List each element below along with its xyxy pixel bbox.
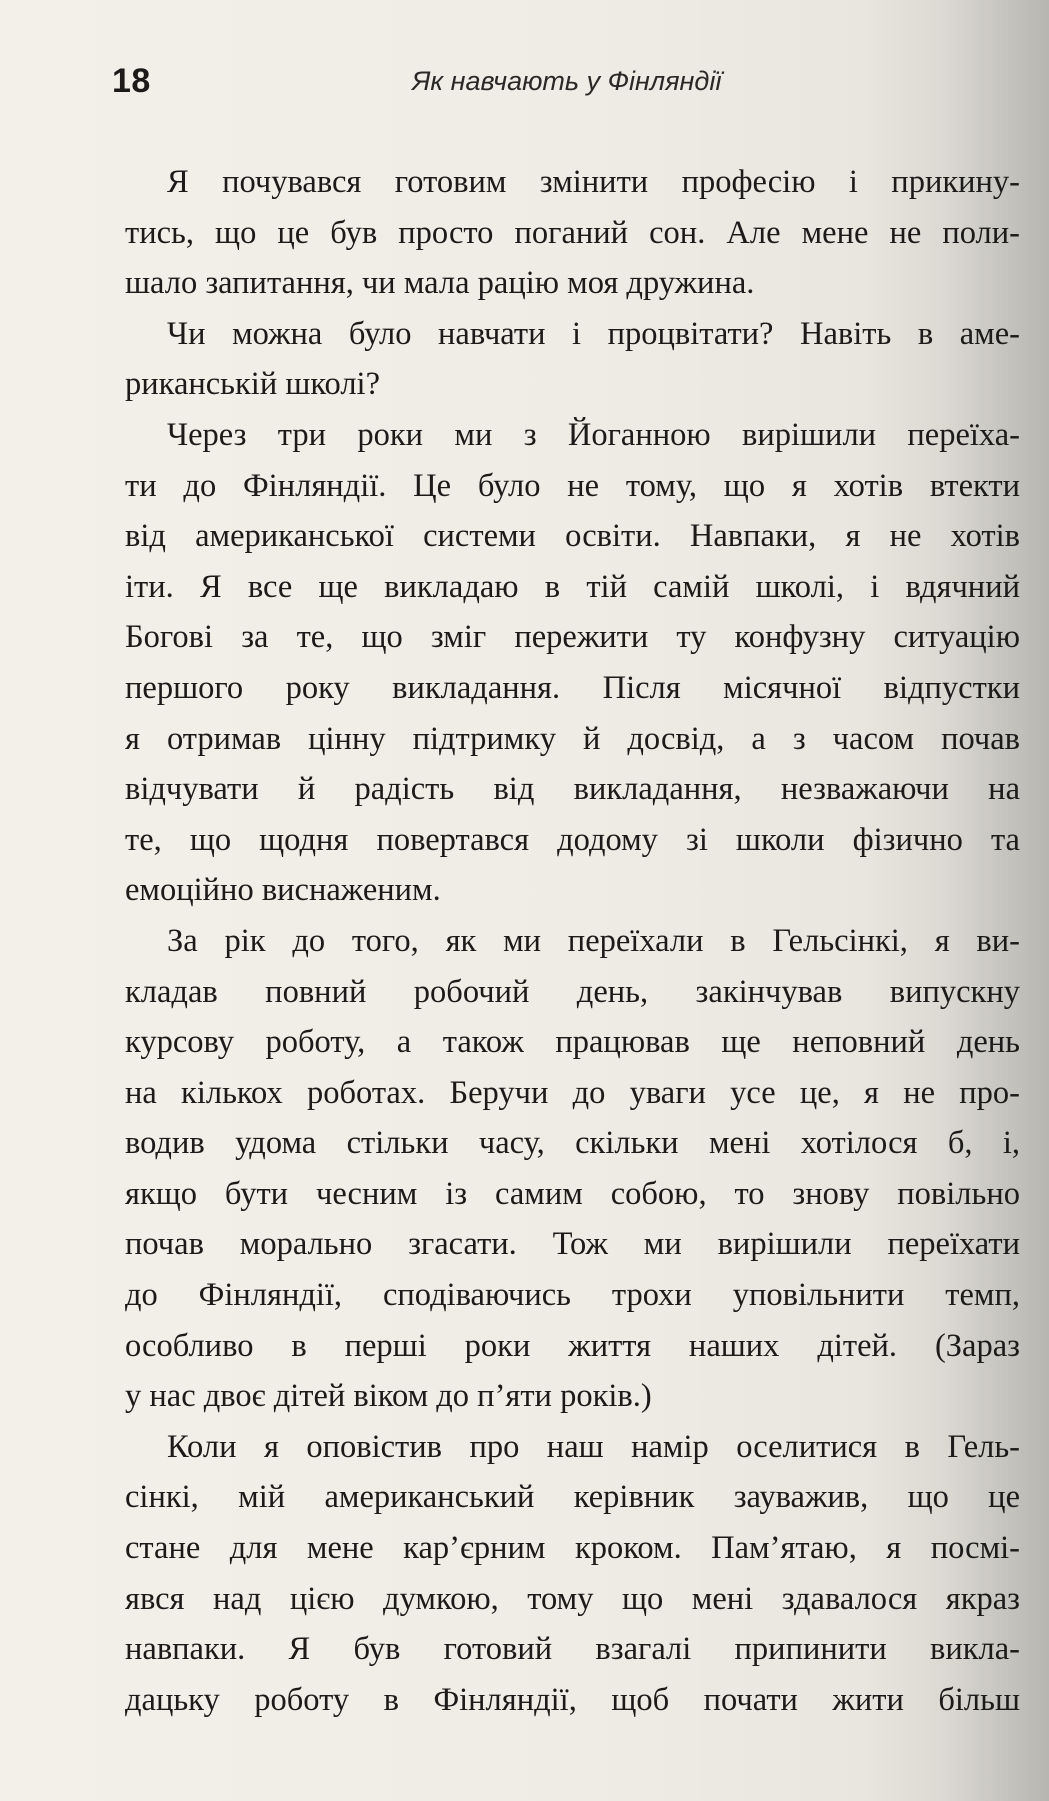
text-line: іти. Я все ще викладаю в тій самій школі, і вдячний xyxy=(125,568,1020,605)
text-line: риканській школі? xyxy=(125,366,381,403)
text-line: я отримав цінну підтримку й досвід, а з часом почав xyxy=(125,720,1020,757)
text-line: до Фінляндії, сподіваючись трохи уповільнити темп, xyxy=(125,1277,1020,1314)
text-line: ти до Фінляндії. Це було не тому, що я хотів втекти xyxy=(125,467,1020,504)
text-line: курсову роботу, а також працював ще неповний день xyxy=(125,1024,1020,1061)
text-line: від американської системи освіти. Навпаки, я не хотів xyxy=(125,518,1020,555)
text-line: Чи можна було навчати і процвітати? Навіть в аме- xyxy=(167,315,1020,352)
text-line: шало запитання, чи мала рацію моя дружина. xyxy=(125,265,755,302)
body-text xyxy=(125,157,1020,1725)
text-line: у нас двоє дітей віком до п’яти років.) xyxy=(125,1378,652,1415)
text-line: Богові за те, що зміг пережити ту конфузну ситуацію xyxy=(125,619,1020,656)
text-line: Через три роки ми з Йоганною вирішили переїха- xyxy=(167,416,1020,453)
text-line: За рік до того, як ми переїхали в Гельсінкі, я ви- xyxy=(167,922,1020,959)
text-line: явся над цією думкою, тому що мені здавалося якраз xyxy=(125,1580,1020,1617)
text-line: почав морально згасати. Тож ми вирішили переїхати xyxy=(125,1226,1020,1263)
text-line: стане для мене кар’єрним кроком. Пам’ятаю, я посмі- xyxy=(125,1530,1020,1567)
text-line: навпаки. Я був готовий взагалі припинити викла- xyxy=(125,1631,1020,1668)
text-line: першого року викладання. Після місячної відпустки xyxy=(125,669,1020,706)
page-header xyxy=(112,62,1017,112)
text-line: на кількох роботах. Беручи до уваги усе це, я не про- xyxy=(125,1074,1020,1111)
running-title: Як навчають у Фінляндії xyxy=(412,66,722,96)
text-line: емоційно виснаженим. xyxy=(125,872,441,909)
text-line: водив удома стільки часу, скільки мені хотілося б, і, xyxy=(125,1125,1020,1162)
text-line: Коли я оповістив про наш намір оселитися в Гель- xyxy=(167,1428,1020,1465)
text-line: те, що щодня повертався додому зі школи фізично та xyxy=(125,821,1020,858)
text-line: якщо бути чесним із самим собою, то знову повільно xyxy=(125,1175,1020,1212)
text-line: тись, що це був просто поганий сон. Але мене не поли- xyxy=(125,214,1020,251)
text-line: дацьку роботу в Фінляндії, щоб почати жити більш xyxy=(125,1681,1020,1718)
text-line: особливо в перші роки життя наших дітей. (Зараз xyxy=(125,1327,1020,1364)
text-line: відчувати й радість від викладання, незважаючи на xyxy=(125,771,1020,808)
text-line: сінкі, мій американський керівник зауважив, що це xyxy=(125,1479,1020,1516)
text-line: кладав повний робочий день, закінчував випускну xyxy=(125,973,1020,1010)
text-line: Я почувався готовим змінити професію і прикину- xyxy=(167,164,1020,200)
page-number: 18 xyxy=(112,62,151,100)
